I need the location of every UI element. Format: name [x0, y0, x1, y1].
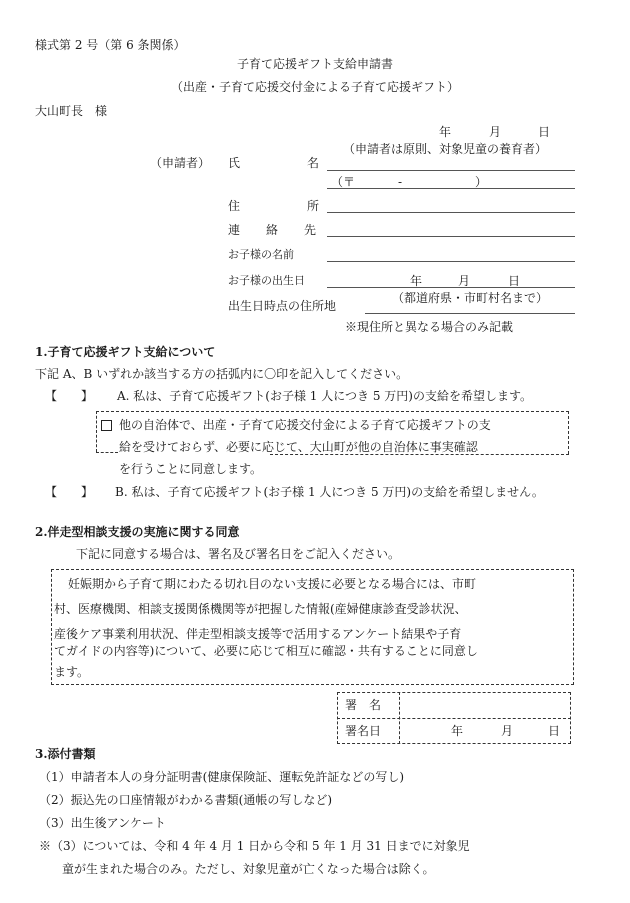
date-day-label: 日	[538, 125, 551, 139]
option-a-bracket[interactable]: 【 】	[45, 389, 94, 403]
postal-suffix: ）	[475, 175, 488, 189]
attachment-item-1: （1）申請者本人の身分証明書(健康保険証、運転免許証などの写し)	[39, 770, 405, 784]
child-name-label: お子様の名前	[228, 248, 294, 261]
form-subtitle: （出産・子育て応援交付金による子育て応援ギフト）	[170, 80, 459, 94]
addressee: 大山町長 様	[35, 104, 108, 118]
contact-field[interactable]	[327, 236, 575, 237]
section1-heading: 1.子育て応援ギフト支給について	[35, 345, 216, 359]
option-a-text: A. 私は、子育て応援ギフト(お子様 1 人につき 5 万円)の支給を希望します。	[117, 389, 532, 403]
agreement-line-2: 村、医療機関、相談支援関係機関等が把握した情報(産婦健康診査受診状況、	[54, 602, 467, 616]
contact-label-1: 連	[228, 223, 241, 237]
birth-address-field[interactable]	[365, 313, 575, 314]
sig-year-label: 年	[451, 724, 464, 738]
consent-box-top	[96, 411, 569, 412]
attachment-note-2: 童が生まれた場合のみ。ただし、対象児童が亡くなった場合は除く。	[62, 862, 435, 876]
signature-field[interactable]	[401, 693, 569, 717]
agreement-line-1: 妊娠期から子育て期にわたる切れ目のない支援に必要となる場合には、市町	[68, 577, 477, 591]
address-label-1: 住	[228, 199, 241, 213]
consent-line-3: を行うことに同意します。	[119, 462, 263, 476]
sig-day-label: 日	[548, 724, 561, 738]
attachment-item-2: （2）振込先の口座情報がわかる書類(通帳の写しなど)	[39, 793, 333, 807]
signature-table-column	[399, 692, 400, 744]
consent-line-2: 給を受けておらず、必要に応じて、大山町が他の自治体に事実確認	[119, 440, 478, 454]
section3-heading: 3.添付書類	[35, 747, 96, 761]
consent-box-bottom-right	[270, 454, 569, 455]
address-field[interactable]	[327, 212, 575, 213]
child-dob-label: お子様の出生日	[228, 274, 305, 287]
section1-instruction: 下記 A、B いずれか該当する方の括弧内に〇印を記入してください。	[35, 367, 409, 381]
consent-box-right	[568, 411, 569, 454]
dob-year-label: 年	[410, 274, 423, 288]
sig-month-label: 月	[501, 724, 514, 738]
attachment-note-1: ※（3）については、令和 4 年 4 月 1 日から令和 5 年 1 月 31 日までに対象児	[39, 839, 470, 853]
address-label-2: 所	[307, 199, 320, 213]
consent-box-left	[96, 411, 97, 452]
date-year-label: 年	[439, 125, 452, 139]
consent-checkbox[interactable]	[101, 420, 112, 431]
contact-label-2: 絡	[266, 223, 279, 237]
applicant-role-label: （申請者）	[150, 156, 211, 170]
section2-instruction: 下記に同意する場合は、署名及び署名日をご記入ください。	[76, 547, 401, 561]
contact-label-3: 先	[304, 223, 317, 237]
signature-label: 署 名	[345, 698, 382, 712]
dob-month-label: 月	[458, 274, 471, 288]
form-title: 子育て応援ギフト支給申請書	[236, 57, 393, 71]
option-b-bracket[interactable]: 【 】	[45, 485, 94, 499]
child-dob-field[interactable]	[327, 287, 575, 288]
signature-date-label: 署名日	[345, 724, 382, 738]
date-month-label: 月	[489, 125, 502, 139]
postal-prefix: （〒	[331, 175, 356, 189]
agreement-line-4: てガイドの内容等)について、必要に応じて相互に確認・共有することに同意し	[54, 644, 478, 658]
birth-address-label: 出生日時点の住所地	[228, 299, 337, 313]
signature-table-divider	[337, 718, 571, 719]
option-b-text: B. 私は、子育て応援ギフト(お子様 1 人につき 5 万円)の支給を希望しません。	[115, 485, 544, 499]
consent-box-bottom-left	[96, 452, 118, 453]
form-number: 様式第 2 号（第 6 条関係）	[35, 38, 186, 52]
birth-address-caveat: ※現住所と異なる場合のみ記載	[345, 320, 514, 334]
dob-day-label: 日	[508, 274, 521, 288]
agreement-line-3: 産後ケア事業利用状況、伴走型相談支援等で活用するアンケート結果や子育	[54, 627, 462, 641]
section2-heading: 2.伴走型相談支援の実施に関する同意	[35, 525, 240, 539]
name-label-1: 氏	[228, 156, 241, 170]
birth-address-note: （都道府県・市町村名まで）	[392, 291, 549, 305]
name-field[interactable]	[327, 170, 575, 171]
agreement-line-5: ます。	[54, 665, 90, 679]
name-label-2: 名	[307, 156, 320, 170]
attachment-item-3: （3）出生後アンケート	[39, 816, 166, 830]
child-name-field[interactable]	[327, 261, 575, 262]
postal-field[interactable]	[327, 188, 575, 189]
consent-line-1: 他の自治体で、出産・子育て応援交付金による子育て応援ギフトの支	[119, 418, 491, 432]
postal-dash: -	[398, 175, 403, 189]
applicant-note: （申請者は原則、対象児童の養育者）	[343, 142, 548, 156]
